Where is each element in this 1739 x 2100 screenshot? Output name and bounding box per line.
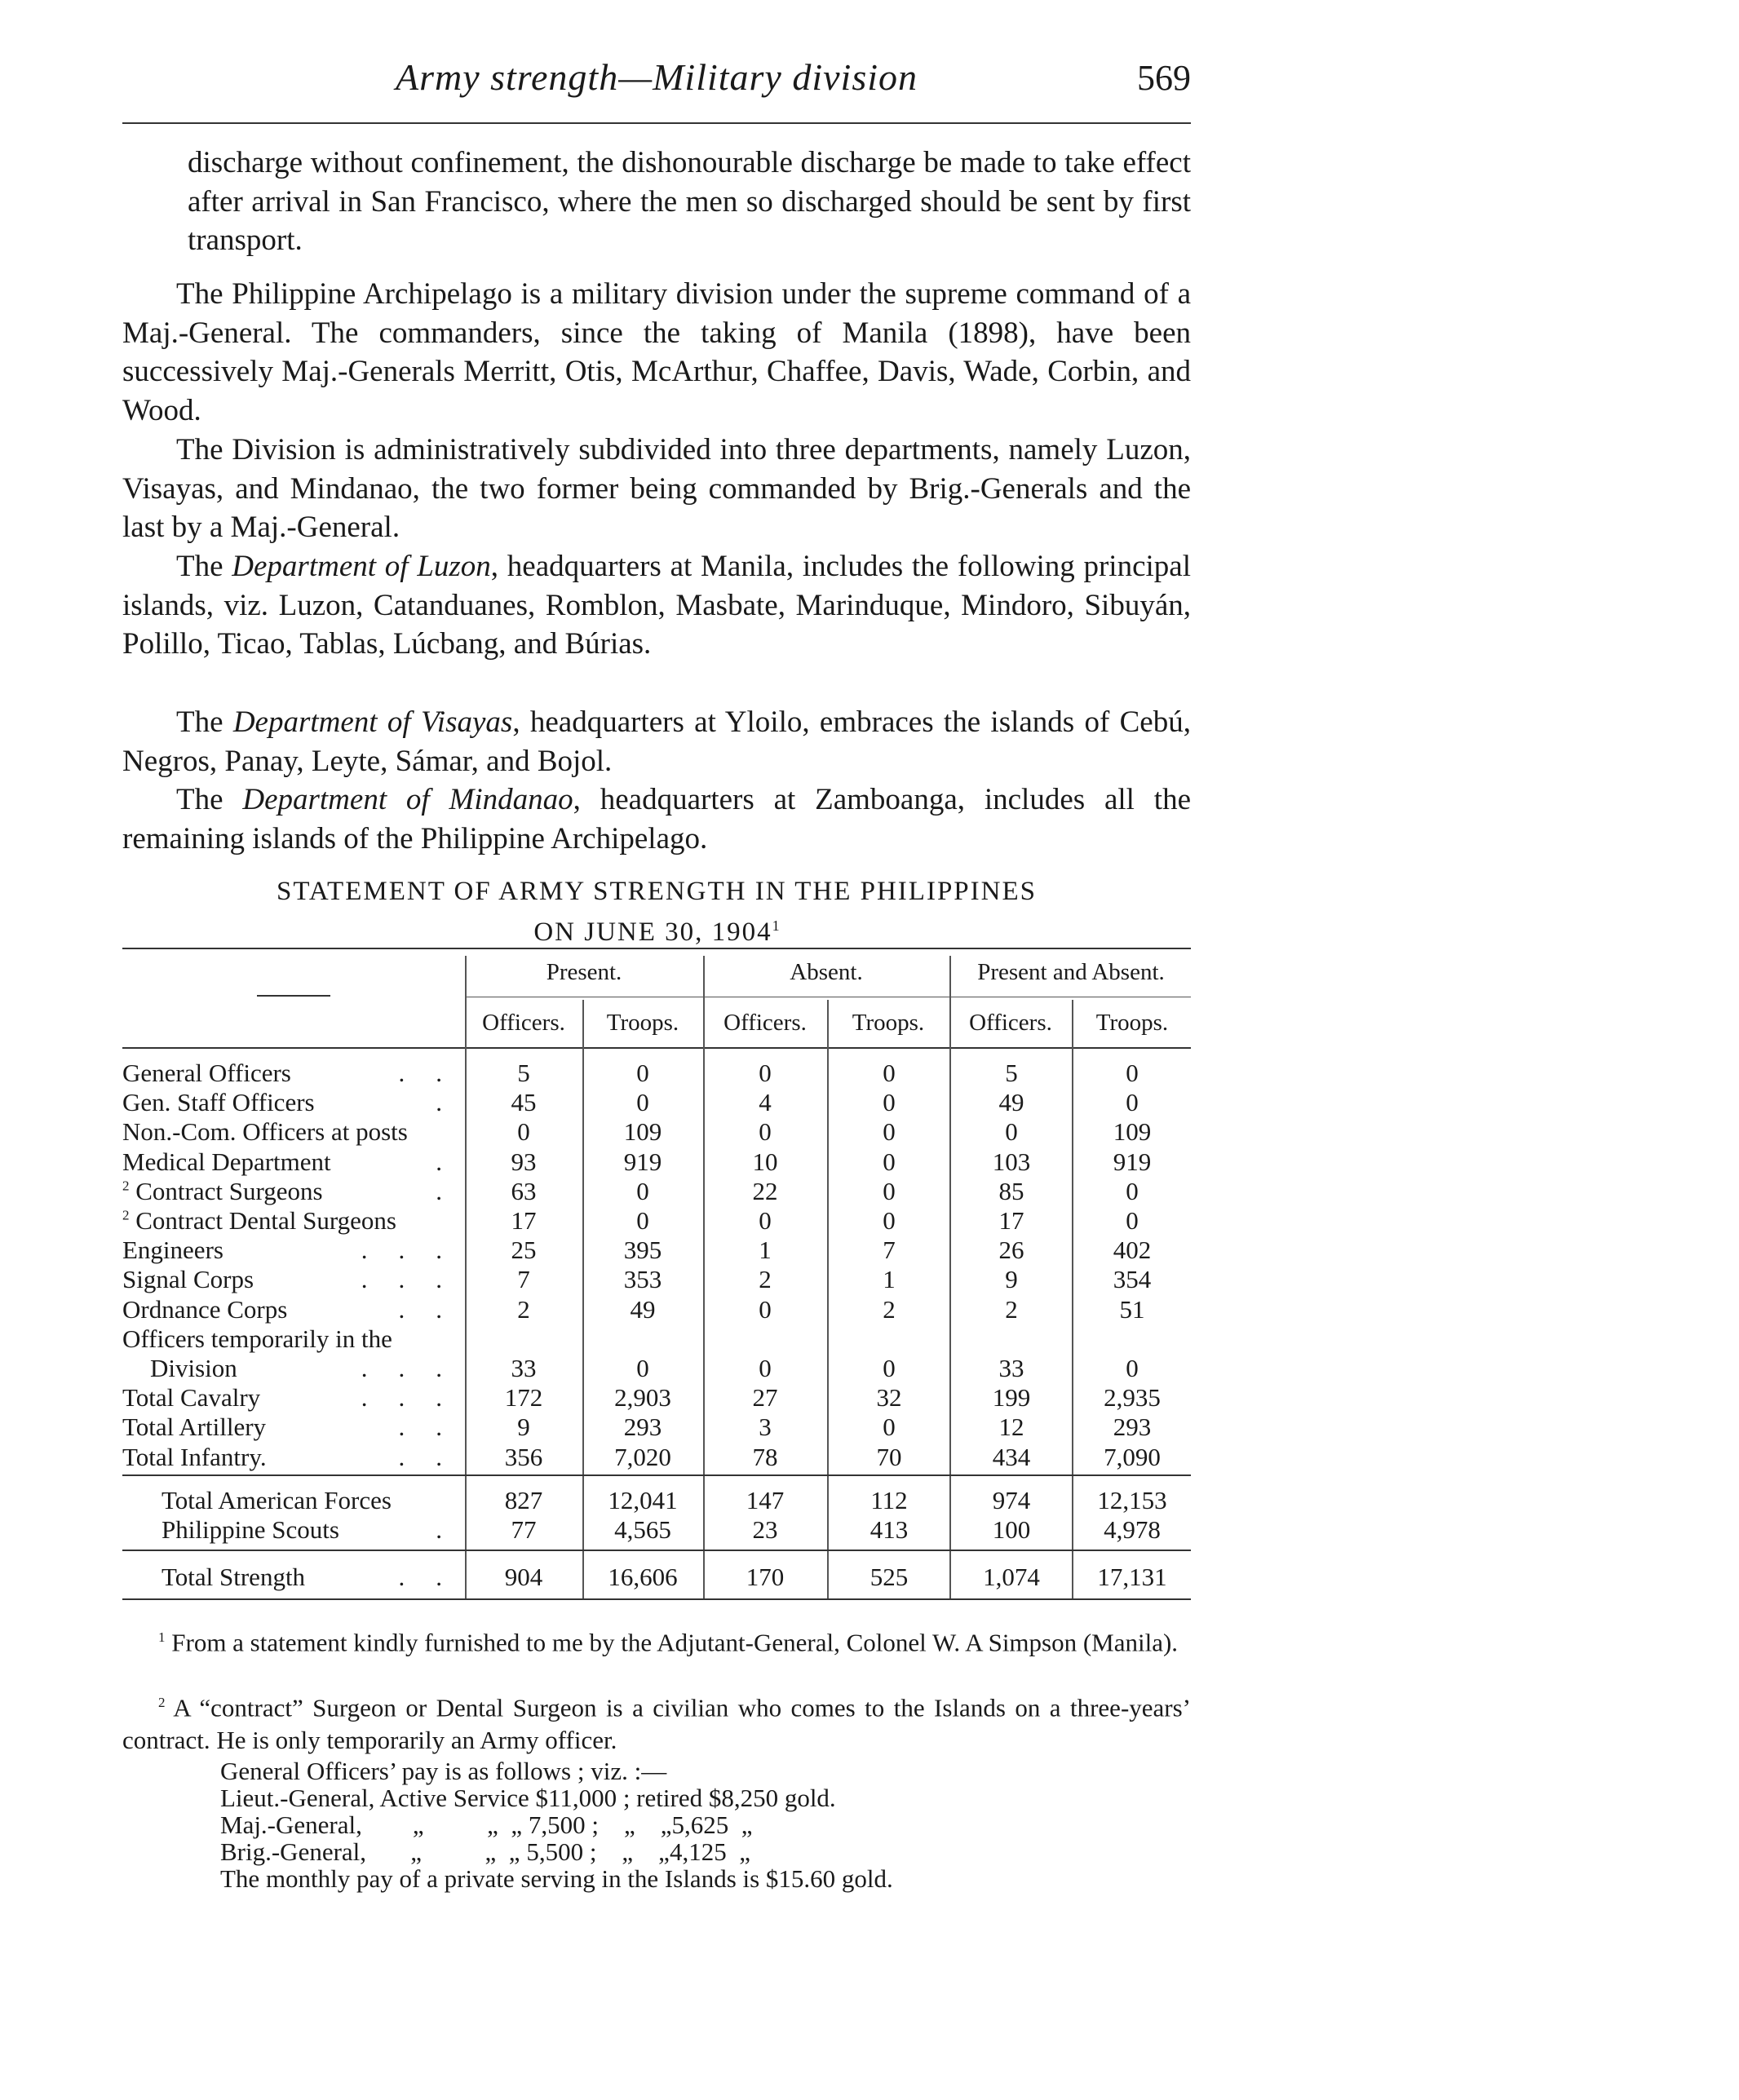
table-cell: 112 <box>870 1486 908 1514</box>
pay-intro: General Officers’ pay is as follows ; viz. :— <box>220 1757 667 1785</box>
table-cell: 9 <box>517 1413 530 1442</box>
leader-dots: . <box>436 1147 473 1176</box>
footnote-1: $^1$ From a statement kindly furnished to me by the Adjutant-General, Colonel W. A Simpson (Manila). <box>158 1628 1179 1657</box>
table-cell: 33 <box>511 1354 537 1382</box>
stub-header-dash <box>257 995 330 997</box>
row-footnote-mark: 2 <box>122 1178 130 1194</box>
table-cell: 0 <box>759 1206 772 1235</box>
table-cell: 0 <box>883 1206 896 1235</box>
table-cell: 974 <box>992 1486 1031 1514</box>
table-cell: 0 <box>759 1294 772 1324</box>
table-cell: 26 <box>998 1236 1024 1265</box>
table-cell: 0 <box>759 1059 772 1087</box>
table-cell: 353 <box>623 1265 662 1294</box>
table-bottom-rule <box>122 1598 1191 1600</box>
table-cell: 0 <box>883 1354 896 1382</box>
table-cell: 0 <box>883 1117 896 1147</box>
row-label: Non.-Com. Officers at posts <box>122 1117 408 1147</box>
table-cell: 0 <box>636 1354 649 1382</box>
table-cell: 0 <box>1126 1176 1139 1205</box>
row-label: Philippine Scouts <box>162 1515 339 1544</box>
running-head-title: Army strength—Military division <box>395 56 918 98</box>
row-label: $^2$ Contract Surgeons <box>122 1176 323 1205</box>
table-row <box>122 1147 1191 1176</box>
running-head <box>122 55 1191 113</box>
table-cell: 25 <box>511 1236 537 1265</box>
table-cell: 5 <box>1005 1059 1018 1087</box>
table-caption <box>122 874 1191 949</box>
leader-dots: . <box>436 1515 473 1544</box>
table-cell: 1 <box>759 1236 772 1265</box>
leader-dots: ... <box>361 1265 473 1294</box>
table-cell: 0 <box>636 1206 649 1235</box>
table-cell: 919 <box>1113 1147 1152 1176</box>
caption-line-1: STATEMENT OF ARMY STRENGTH IN THE PHILIPPINES <box>277 877 1037 906</box>
table-cell: 77 <box>511 1515 537 1544</box>
row-label: Total Cavalry <box>122 1383 261 1413</box>
row-label: $^2$ Contract Dental Surgeons <box>122 1206 396 1235</box>
table-cell: 32 <box>876 1383 902 1413</box>
leader-dots: .. <box>398 1563 473 1591</box>
header-rule <box>122 122 1191 124</box>
table-cell: 70 <box>876 1442 902 1471</box>
row-label: Total Strength <box>162 1563 306 1591</box>
row-label: Gen. Staff Officers <box>122 1088 315 1117</box>
table-row <box>122 1413 1191 1441</box>
table-row <box>122 1324 1191 1353</box>
table-cell: 413 <box>870 1515 909 1544</box>
table-cell: 0 <box>883 1413 896 1442</box>
paragraph-dept-luzon: The Department of Luzon, headquarters at Manila, includes the following principal islands, viz. Luzon, Catanduanes, Romblon, Masbate, Marinduque, Mindoro, Sibuyán, Polillo, Ticao, Tablas, Lúcbang, and Búrias. <box>122 550 1191 661</box>
caption-footnote-mark: 1 <box>772 917 780 934</box>
table-cell: 0 <box>1005 1117 1018 1147</box>
table-cell: 4,978 <box>1104 1515 1161 1544</box>
table-row <box>122 1117 1191 1146</box>
table-cell: 395 <box>623 1236 662 1265</box>
table-row <box>122 1265 1191 1293</box>
table-cell: 172 <box>504 1383 543 1413</box>
subheader-total-troops: Troops. <box>1095 1010 1169 1036</box>
table-cell: 525 <box>870 1563 909 1591</box>
table-cell: 7 <box>883 1236 896 1265</box>
table-row <box>122 1354 1191 1382</box>
row-label: Total Artillery <box>122 1413 267 1442</box>
row-label: Engineers <box>122 1236 223 1265</box>
table-cell: 3 <box>759 1413 772 1442</box>
table-cell: 45 <box>511 1088 537 1117</box>
table-cell: 22 <box>752 1176 778 1205</box>
table-cell: 434 <box>992 1442 1031 1471</box>
table-cell: 2 <box>1005 1294 1018 1324</box>
subheader-absent-officers: Officers. <box>723 1010 807 1036</box>
page-number: 569 <box>1137 58 1191 98</box>
table-row <box>122 1206 1191 1235</box>
row-label: Medical Department <box>122 1147 331 1176</box>
leader-dots: .. <box>398 1442 473 1471</box>
table-row <box>122 1486 1191 1514</box>
table-cell: 103 <box>992 1147 1031 1176</box>
leader-dots: . <box>436 1088 473 1117</box>
table-cell: 7,090 <box>1104 1442 1161 1471</box>
table-cell: 1,074 <box>983 1563 1040 1591</box>
table-cell: 10 <box>752 1147 778 1176</box>
paragraph-discharge: discharge without confinement, the dishonourable discharge be made to take effect after arrival in San Francisco, where the men so discharged should be sent by first transport. <box>188 146 1191 257</box>
table-row <box>122 1177 1191 1205</box>
table-cell: 0 <box>1126 1088 1139 1117</box>
footnote-2: $^2$ A “contract” Surgeon or Dental Surgeon is a civilian who comes to the Islands on a three-years’ contract. He is only temporarily an Army officer. <box>122 1693 1191 1755</box>
paragraph-departments: The Division is administratively subdivided into three departments, namely Luzon, Visayas, and Mindanao, the two former being commanded by Brig.-Generals and the last by a Maj.-General. <box>122 433 1191 544</box>
table-cell: 7 <box>517 1265 530 1294</box>
caption-line-2: ON JUNE 30, 1904$^1$ <box>533 917 780 947</box>
leader-dots: . <box>436 1176 473 1205</box>
table-cell: 0 <box>1126 1059 1139 1087</box>
row-label: Total American Forces <box>162 1486 392 1514</box>
leader-dots: ... <box>361 1236 473 1265</box>
table-cell: 904 <box>504 1563 543 1591</box>
table-cell: 17 <box>998 1206 1024 1235</box>
total-rule <box>122 1550 1191 1551</box>
leader-dots: ... <box>361 1383 473 1413</box>
table-row <box>122 1443 1191 1471</box>
table-cell: 85 <box>998 1176 1024 1205</box>
table-cell: 354 <box>1113 1265 1152 1294</box>
table-cell: 109 <box>623 1117 662 1147</box>
table-cell: 78 <box>752 1442 778 1471</box>
table-cell: 0 <box>883 1088 896 1117</box>
table-cell: 2 <box>517 1294 530 1324</box>
header-bottom-rule <box>122 1047 1191 1049</box>
table-cell: 2,903 <box>614 1383 671 1413</box>
table-row <box>122 1295 1191 1324</box>
table-row <box>122 1383 1191 1412</box>
table-cell: 12,153 <box>1097 1486 1167 1514</box>
table-cell: 827 <box>504 1486 543 1514</box>
table-cell: 2 <box>759 1265 772 1294</box>
table-cell: 2,935 <box>1104 1383 1161 1413</box>
table-cell: 0 <box>759 1354 772 1382</box>
table-cell: 109 <box>1113 1117 1152 1147</box>
army-strength-table <box>122 948 1191 1600</box>
table-cell: 293 <box>1113 1413 1152 1442</box>
subheader-present-officers: Officers. <box>482 1010 565 1036</box>
table-cell: 402 <box>1113 1236 1152 1265</box>
table-cell: 0 <box>636 1176 649 1205</box>
table-cell: 93 <box>511 1147 537 1176</box>
table-cell: 49 <box>630 1294 656 1324</box>
table-cell: 199 <box>992 1383 1031 1413</box>
pay-monthly-private: The monthly pay of a private serving in the Islands is $15.60 gold. <box>220 1864 893 1893</box>
row-label: Signal Corps <box>122 1265 254 1294</box>
paragraph-dept-visayas: The Department of Visayas, headquarters at Yloilo, embraces the islands of Cebú, Negros, Panay, Leyte, Sámar, and Bojol. <box>122 705 1191 778</box>
leader-dots: .. <box>398 1294 473 1324</box>
table-cell: 23 <box>752 1515 778 1544</box>
row-label: Ordnance Corps <box>122 1294 288 1324</box>
table-cell: 33 <box>998 1354 1024 1382</box>
pay-line-lieut-general: Lieut.-General, Active Service $11,000 ; retired $8,250 gold. <box>220 1784 836 1812</box>
table-cell: 4 <box>759 1088 772 1117</box>
leader-dots: .. <box>398 1059 473 1087</box>
table-top-rule <box>122 948 1191 949</box>
table-cell: 170 <box>746 1563 785 1591</box>
table-cell: 1 <box>883 1265 896 1294</box>
table-cell: 27 <box>752 1383 778 1413</box>
table-cell: 16,606 <box>608 1563 678 1591</box>
subheader-total-officers: Officers. <box>969 1010 1052 1036</box>
table-cell: 0 <box>517 1117 530 1147</box>
table-cell: 12,041 <box>608 1486 678 1514</box>
row-label: Officers temporarily in the <box>122 1324 392 1353</box>
pay-line-brig-general: Brig.-General, „ „ „ 5,500 ; „ „4,125 „ <box>220 1837 750 1866</box>
table-cell: 0 <box>883 1147 896 1176</box>
table-cell: 7,020 <box>614 1442 671 1471</box>
table-cell: 0 <box>759 1117 772 1147</box>
table-row <box>122 1563 1191 1591</box>
subtotal-rule <box>122 1474 1191 1476</box>
row-label: Total Infantry. <box>122 1442 267 1471</box>
table-cell: 9 <box>1005 1265 1018 1294</box>
pay-line-maj-general: Maj.-General, „ „ „ 7,500 ; „ „5,625 „ <box>220 1810 753 1839</box>
header-present: Present. <box>546 959 622 985</box>
subheader-present-troops: Troops. <box>606 1010 679 1036</box>
row-footnote-mark: 2 <box>122 1207 130 1223</box>
table-cell: 919 <box>623 1147 662 1176</box>
row-label: General Officers <box>122 1059 291 1087</box>
table-cell: 49 <box>998 1088 1024 1117</box>
header-present-and-absent: Present and Absent. <box>977 959 1165 985</box>
table-cell: 51 <box>1119 1294 1145 1324</box>
row-label: Division <box>150 1354 237 1382</box>
table-cell: 0 <box>883 1176 896 1205</box>
table-row <box>122 1515 1191 1544</box>
table-cell: 4,565 <box>614 1515 671 1544</box>
header-absent: Absent. <box>790 959 863 985</box>
paragraph-dept-mindanao: The Department of Mindanao, headquarters at Zamboanga, includes all the remaining islands of the Philippine Archipelago. <box>122 783 1191 855</box>
table-cell: 12 <box>998 1413 1024 1442</box>
table-cell: 63 <box>511 1176 537 1205</box>
table-cell: 0 <box>1126 1206 1139 1235</box>
table-cell: 0 <box>1126 1354 1139 1382</box>
paragraph-division-command: The Philippine Archipelago is a military division under the supreme command of a Maj.-General. The commanders, since the taking of Manila (1898), have been successively Maj.-Generals Merritt, Otis, McArthur, Chaffee, Davis, Wade, Corbin, and Wood. <box>122 277 1191 427</box>
table-cell: 17 <box>511 1206 537 1235</box>
table-cell: 100 <box>992 1515 1031 1544</box>
table-cell: 0 <box>883 1059 896 1087</box>
table-cell: 147 <box>746 1486 785 1514</box>
table-cell: 0 <box>636 1088 649 1117</box>
table-cell: 0 <box>636 1059 649 1087</box>
table-cell: 356 <box>504 1442 543 1471</box>
table-cell: 2 <box>883 1294 896 1324</box>
table-cell: 293 <box>623 1413 662 1442</box>
table-row <box>122 1059 1191 1087</box>
table-cell: 17,131 <box>1097 1563 1167 1591</box>
subheader-absent-troops: Troops. <box>852 1010 925 1036</box>
table-row <box>122 1236 1191 1264</box>
table-row <box>122 1088 1191 1116</box>
table-cell: 5 <box>517 1059 530 1087</box>
leader-dots: .. <box>398 1413 473 1442</box>
leader-dots: ... <box>361 1354 473 1382</box>
